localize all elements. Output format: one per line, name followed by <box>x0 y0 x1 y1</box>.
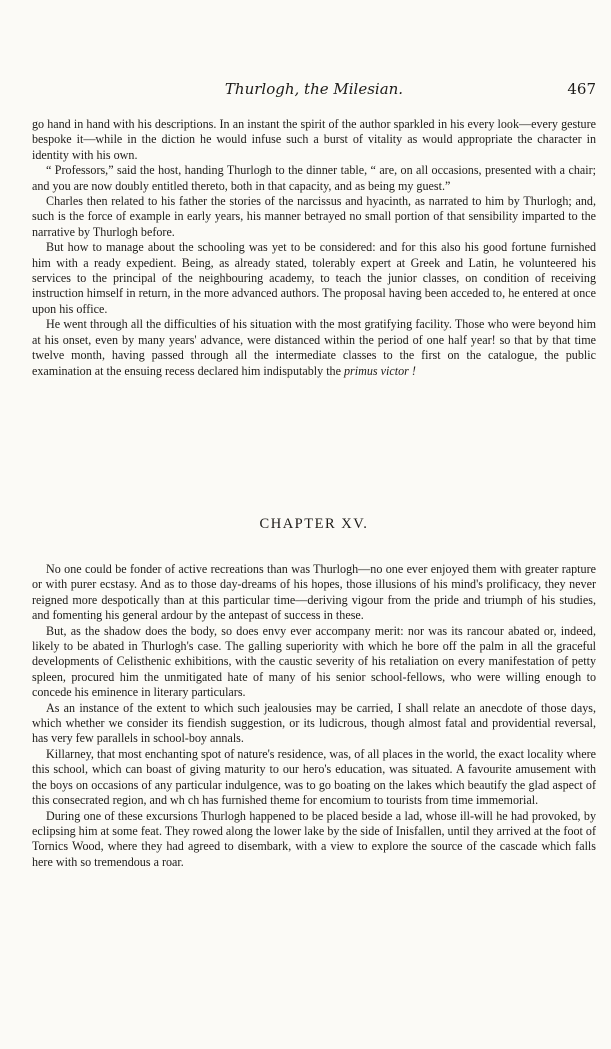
paragraph-text: He went through all the difficulties of his situation with the most gratifying facility. Those who were beyond him at his onset, even by many years' advance, were distanced within the period of one half year! so that by that time twelve month, having passed through all the intermediate classes to the first on the catalogue, the public examination at the ensuing recess declared him indisputably the <box>32 317 596 378</box>
page-header <box>32 80 596 104</box>
paragraph: But how to manage about the schooling was yet to be considered: and for this also his good fortune furnished him with a ready expedient. Being, as already stated, tolerably expert at Greek and Latin, he volunteered his services to the principal of the neighbouring academy, to teach the junior classes, on condition of receiving instruction himself in return, in the more advanced authors. The proposal having been acceded to, he entered at once upon his office. <box>32 240 596 316</box>
chapter-xv-body <box>32 562 596 870</box>
paragraph: During one of these excursions Thurlogh happened to be placed beside a lad, whose ill-will he had provoked, by eclipsing him at some feat. They rowed along the lower lake by the side of Inisfallen, until they arrived at the foot of Tornics Wood, where they had agreed to disembark, with a view to explore the source of the cascade which falls here with so tremendous a roar. <box>32 808 596 869</box>
paragraph <box>32 317 596 379</box>
paragraph: No one could be fonder of active recreations than was Thurlogh—no one ever enjoyed them with greater rapture or with purer ecstasy. And as to those day-dreams of his hopes, those illusions of his mind's prolificacy, they never reigned more despotically than at this particular time—deriving vigour from the pride and triumph of his studies, and fomenting his general ardour by the antepast of success in these. <box>32 562 596 623</box>
chapter-xiv-ending <box>32 117 596 379</box>
paragraph: As an instance of the extent to which such jealousies may be carried, I shall relate an anecdote of those days, which whether we consider its fiendish suggestion, or its ludicrous, though almost fatal and providential reversal, has very few parallels in school-boy annals. <box>32 700 596 746</box>
chapter-heading: CHAPTER XV. <box>259 516 369 532</box>
paragraph: “ Professors,” said the host, handing Thurlogh to the dinner table, “ are, on all occasions, presented with a chair; and you are now doubly entitled thereto, both in that capacity, and as being my guest.” <box>32 163 596 193</box>
paragraph: go hand in hand with his descriptions. In an instant the spirit of the author sparkled in his every look—every gesture bespoke it—while in the diction he would infuse such a burst of vitality as would appropriate the character in identity with his own. <box>32 117 596 162</box>
italic-phrase: primus victor ! <box>344 363 416 378</box>
running-title: Thurlogh, the Milesian. <box>224 80 404 98</box>
paragraph: But, as the shadow does the body, so does envy ever accompany merit: nor was its rancour abated or, indeed, likely to be abated in Thurlogh's case. The galling superiority with which he bore off the palm in all the graceful developments of Celisthenic exhibitions, with the caustic severity of his retaliation on every manifestation of petty spleen, procured him the unmitigated hate of many of his senior school-fellows, who were willing enough to concede his eminence in literary particulars. <box>32 623 596 700</box>
page-number: 467 <box>567 80 596 98</box>
paragraph: Killarney, that most enchanting spot of nature's residence, was, of all places in the world, the exact locality where this school, which can boast of giving maturity to our hero's education, was situated. A favourite amusement with the boys on occasions of any particular indulgence, was to go boating on the lakes which beautify the glad aspect of this consecrated region, and wh ch has furnished theme for encomium to tourists from time immemorial. <box>32 746 596 808</box>
paragraph: Charles then related to his father the stories of the narcissus and hyacinth, as narrated to him by Thurlogh; and, such is the force of example in early years, his manner betrayed no small portion of that sensibility imparted to the narrative by Thurlogh before. <box>32 194 596 239</box>
